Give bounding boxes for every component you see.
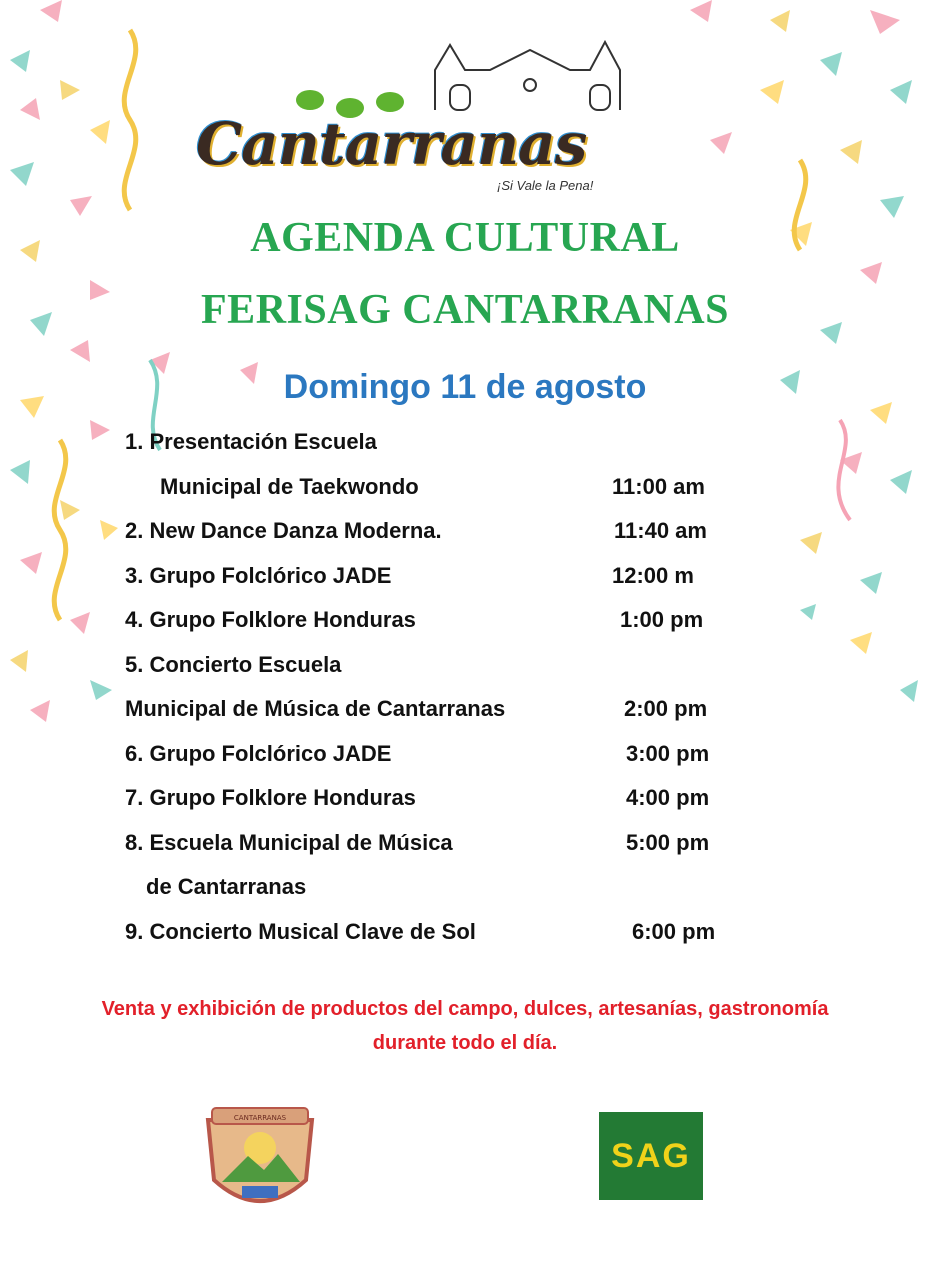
schedule-item-9-time: 6:00 pm [632, 919, 716, 944]
schedule-item-5-line2: Municipal de Música de Cantarranas [125, 696, 506, 721]
brand-wordmark: Cantarranas [196, 110, 587, 178]
sag-logo-text: SAG [611, 1136, 691, 1175]
municipal-crest-logo [198, 1100, 322, 1218]
schedule-item-7-time: 4:00 pm [626, 785, 710, 810]
schedule-item-2-time: 11:40 am [614, 518, 707, 543]
schedule-item-8-line2: de Cantarranas [146, 874, 307, 899]
event-date: Domingo 11 de agosto [283, 368, 647, 406]
schedule-item-7-line1: 7. Grupo Folklore Honduras [125, 785, 416, 810]
page-title-line2: FERISAG CANTARRANAS [201, 287, 729, 333]
schedule-item-6-time: 3:00 pm [626, 741, 710, 766]
schedule-item-8-line1: 8. Escuela Municipal de Música [125, 830, 453, 855]
schedule-item-5-time: 2:00 pm [624, 696, 708, 721]
note-line2: durante todo el día. [372, 1032, 558, 1054]
schedule-item-4-line1: 4. Grupo Folklore Honduras [125, 607, 416, 632]
note-line1: Venta y exhibición de productos del campo, dulces, artesanías, gastronomía [101, 998, 829, 1020]
schedule-item-8-time: 5:00 pm [626, 830, 710, 855]
schedule-item-9-line1: 9. Concierto Musical Clave de Sol [125, 919, 476, 944]
brand-tagline: ¡Si Vale la Pena! [497, 178, 594, 193]
schedule-item-6-line1: 6. Grupo Folclórico JADE [125, 741, 392, 766]
schedule-item-3-time: 12:00 m [612, 563, 694, 588]
schedule-item-1-line1: 1. Presentación Escuela [125, 429, 377, 454]
schedule-item-1-line2: Municipal de Taekwondo [160, 474, 419, 499]
schedule-item-4-time: 1:00 pm [620, 607, 704, 632]
schedule-item-5-line1: 5. Concierto Escuela [125, 652, 342, 677]
schedule-item-1-time: 11:00 am [612, 474, 705, 499]
sag-logo [599, 1112, 703, 1200]
schedule-item-3-line1: 3. Grupo Folclórico JADE [125, 563, 392, 588]
page-title-line1: AGENDA CULTURAL [250, 215, 680, 261]
crest-text: CANTARRANAS [233, 1114, 287, 1122]
schedule-item-2-line1: 2. New Dance Danza Moderna. [125, 518, 442, 543]
